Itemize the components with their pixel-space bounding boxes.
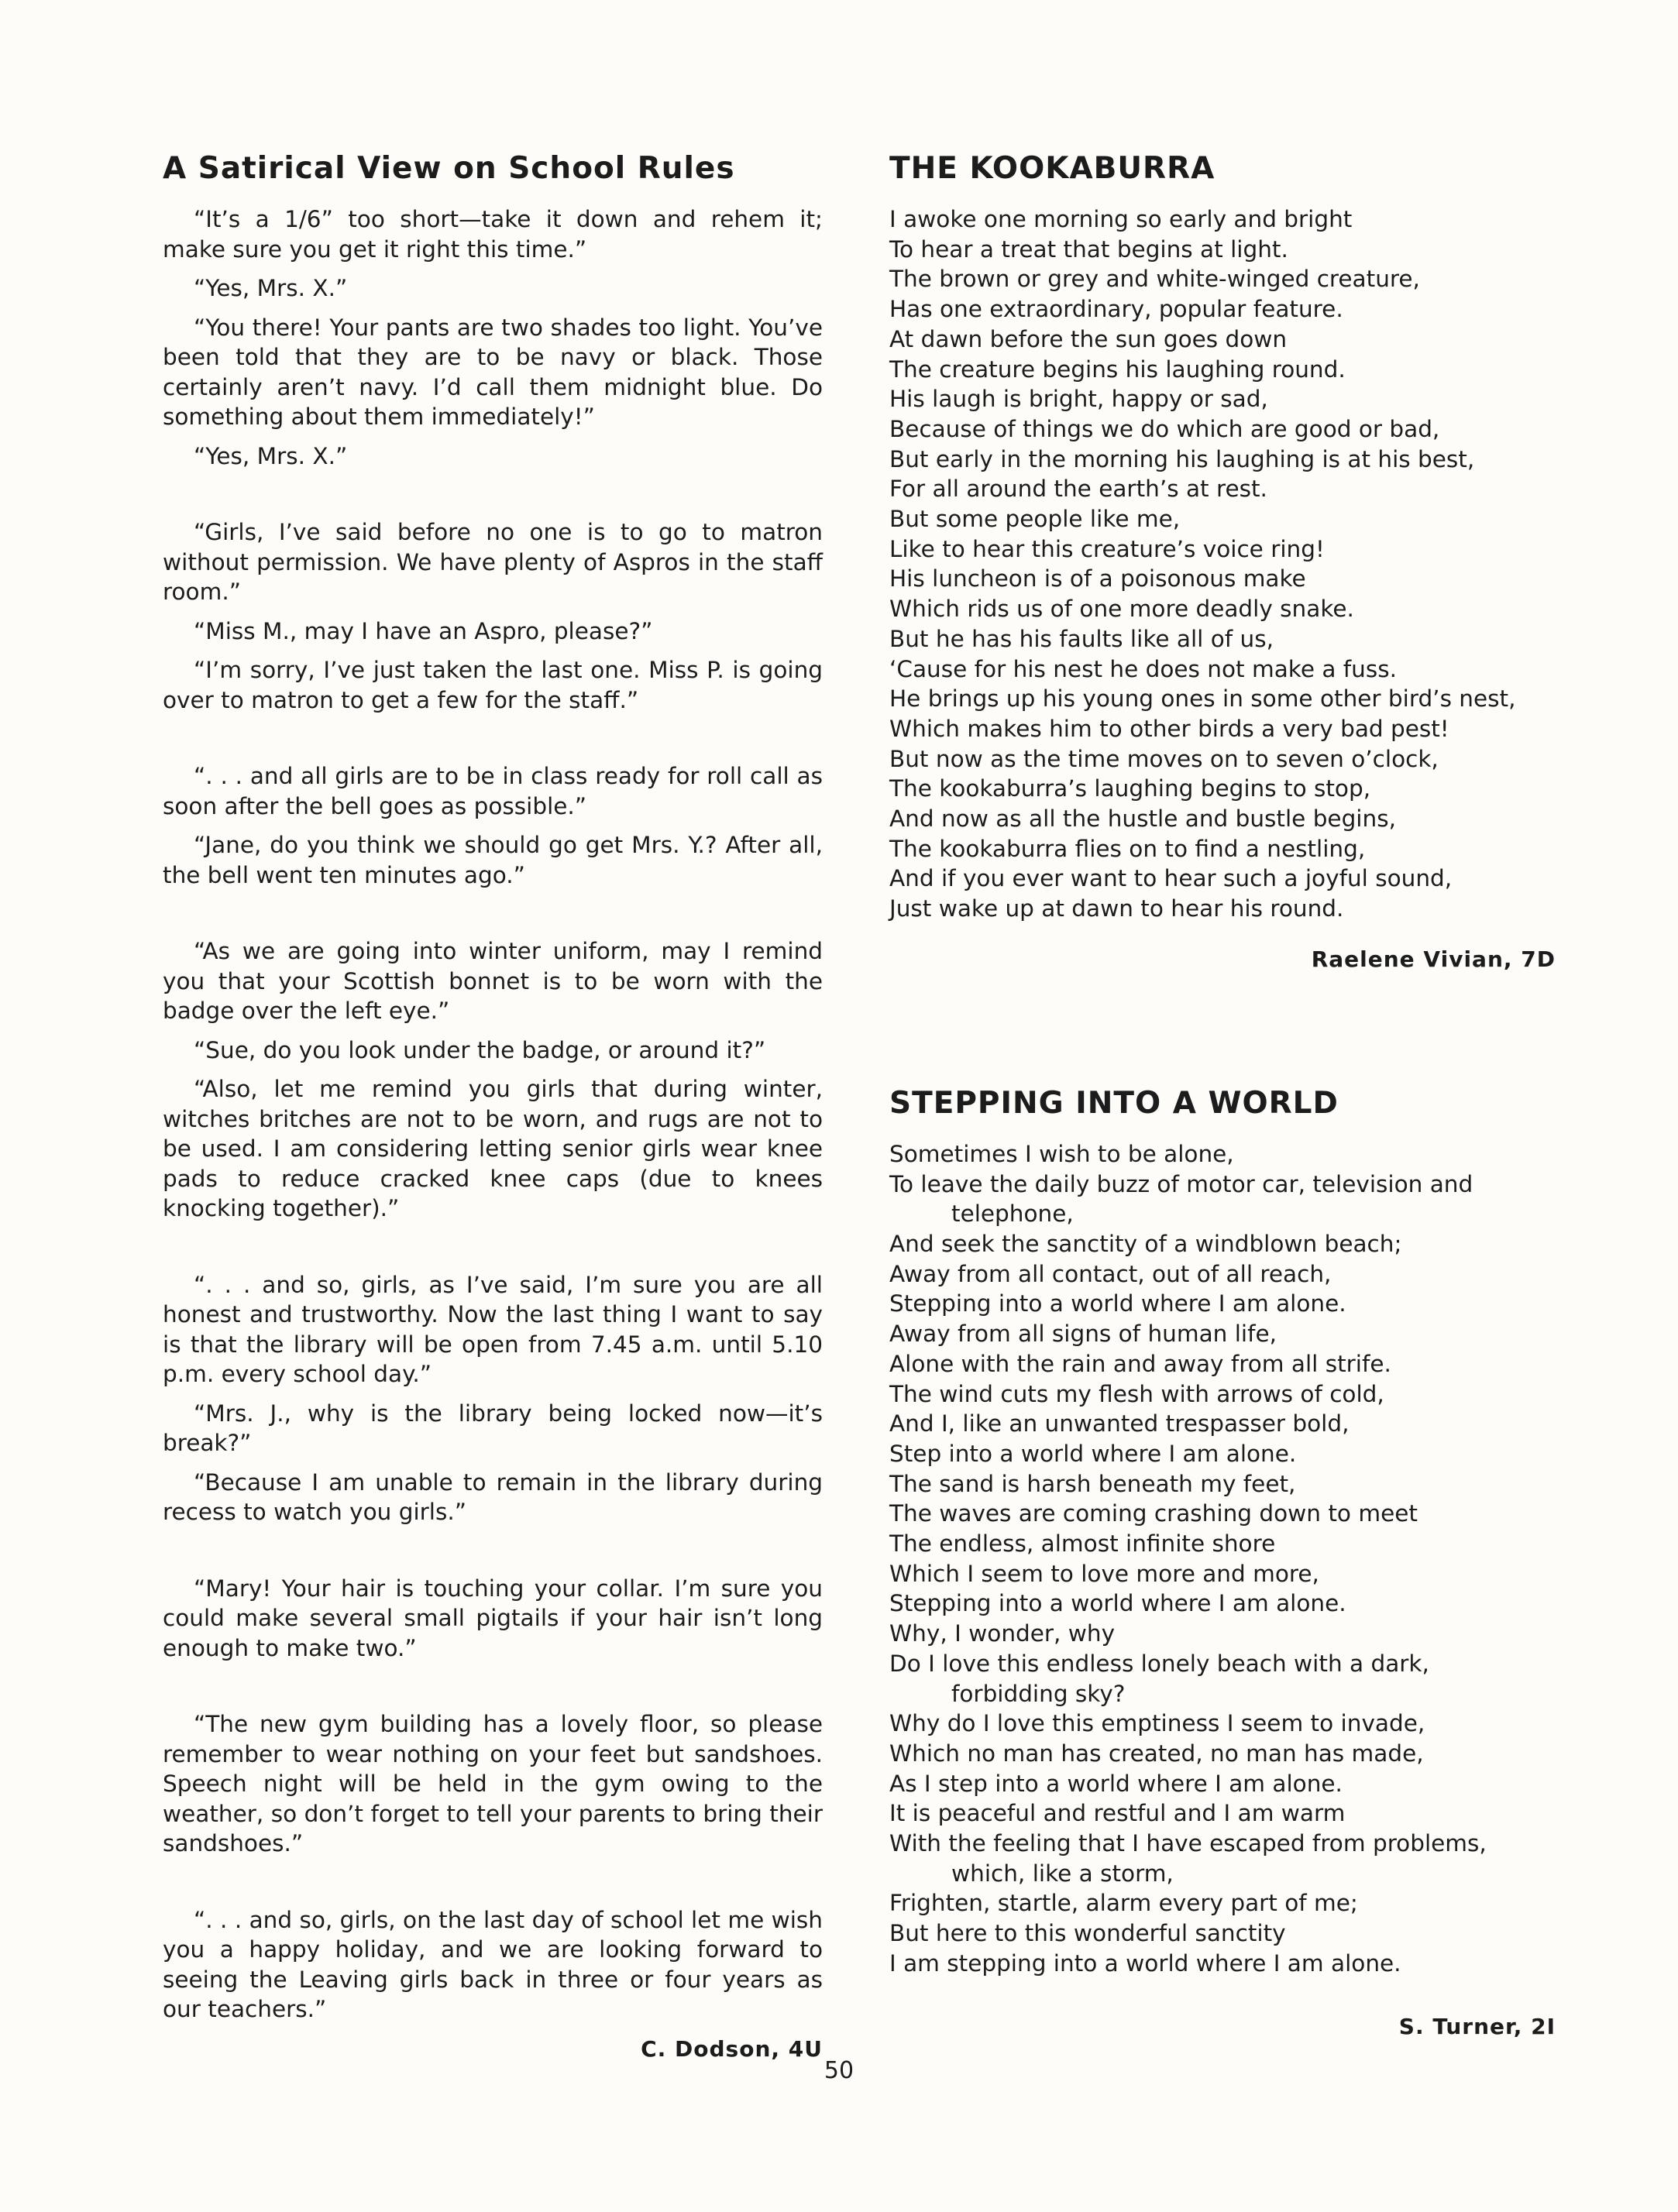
paragraph: “. . . and so, girls, as I’ve said, I’m sure you are all honest and trustworthy. Now the last thing I want to say is that the library will be open from 7.45 a.m. until 5.10 p.m. every school day.” — [163, 1271, 823, 1387]
stepping-byline: S. Turner, 2I — [1398, 2013, 1556, 2039]
poem-line: And now as all the hustle and bustle begins, — [889, 805, 1396, 833]
poem-line: forbidding sky? — [951, 1680, 1126, 1707]
paragraph: “. . . and all girls are to be in class ready for roll call as soon after the bell goes as possible.” — [163, 763, 823, 819]
poem-line: Why do I love this emptiness I seem to invade, — [889, 1710, 1425, 1737]
poem-line: The wind cuts my flesh with arrows of cold, — [889, 1380, 1384, 1407]
poem-line: The brown or grey and white-winged creature, — [889, 266, 1420, 293]
paragraph: “Sue, do you look under the badge, or around it?” — [194, 1036, 766, 1063]
paragraph: “As we are going into winter uniform, may I remind you that your Scottish bonnet is to be worn with the badge over the left eye.” — [163, 938, 823, 1024]
poem-line: Away from all contact, out of all reach, — [889, 1260, 1332, 1287]
poem-line: Which no man has created, no man has made, — [889, 1740, 1424, 1767]
poem-line: The endless, almost infinite shore — [889, 1530, 1276, 1558]
poem-line: which, like a storm, — [951, 1860, 1174, 1887]
kookaburra-title: THE KOOKABURRA — [889, 151, 1216, 186]
poem-line: Frighten, startle, alarm every part of me; — [889, 1890, 1358, 1917]
poem-line: Has one extraordinary, popular feature. — [889, 296, 1343, 323]
poem-line: But now as the time moves on to seven o’clock, — [889, 745, 1439, 772]
paragraph: “Also, let me remind you girls that during winter, witches britches are not to be worn, and rugs are not to be used. I am considering letting senior girls wear knee pads to reduce cracked knee caps (due to knees knocking together).” — [163, 1076, 823, 1221]
poem-line: And seek the sanctity of a windblown beach; — [889, 1230, 1402, 1257]
poem-line: Stepping into a world where I am alone. — [889, 1590, 1346, 1617]
poem-line: I awoke one morning so early and bright — [889, 206, 1353, 232]
paragraph: “Mrs. J., why is the library being locked now—it’s break?” — [163, 1400, 823, 1456]
poem-line: The creature begins his laughing round. — [889, 356, 1346, 383]
poem-line: telephone, — [951, 1200, 1074, 1228]
poem-line: Which I seem to love more and more, — [889, 1560, 1319, 1587]
left-column — [163, 149, 823, 2065]
poem-line: The sand is harsh beneath my feet, — [889, 1470, 1296, 1497]
poem-line: Because of things we do which are good or bad, — [889, 415, 1440, 442]
paragraph: “Mary! Your hair is touching your collar. I’m sure you could make several small pigtails if your hair isn’t long enough to make two.” — [163, 1575, 823, 1661]
poem-line: And if you ever want to hear such a joyful sound, — [889, 865, 1453, 892]
poem-line: But early in the morning his laughing is at his best, — [889, 445, 1475, 472]
paragraph: “Because I am unable to remain in the library during recess to watch you girls.” — [163, 1468, 823, 1525]
kookaburra-poem — [889, 204, 1556, 924]
stepping-poem — [889, 1139, 1556, 1979]
poem-line: Sometimes I wish to be alone, — [889, 1140, 1234, 1167]
poem-line: With the feeling that I have escaped from problems, — [889, 1830, 1487, 1857]
poem-line: Step into a world where I am alone. — [889, 1440, 1297, 1467]
poem-line: Why, I wonder, why — [889, 1620, 1116, 1647]
poem-line: Away from all signs of human life, — [889, 1321, 1277, 1348]
poem-line: I am stepping into a world where I am alone. — [889, 1949, 1401, 1977]
poem-line: It is peaceful and restful and I am warm — [889, 1800, 1346, 1827]
stepping-title: STEPPING INTO A WORLD — [889, 1085, 1339, 1121]
poem-line: Stepping into a world where I am alone. — [889, 1290, 1346, 1317]
poem-line: And I, like an unwanted trespasser bold, — [889, 1410, 1350, 1437]
poem-line: Which makes him to other birds a very bad pest! — [889, 715, 1449, 742]
poem-line: But here to this wonderful sanctity — [889, 1920, 1286, 1947]
paragraph: “Miss M., may I have an Aspro, please?” — [194, 617, 653, 644]
poem-line: The waves are coming crashing down to meet — [889, 1500, 1418, 1527]
poem-line: His laugh is bright, happy or sad, — [889, 386, 1268, 413]
paragraph: “Yes, Mrs. X.” — [194, 442, 348, 469]
paragraph: “Jane, do you think we should go get Mrs. Y.? After all, the bell went ten minutes ago.” — [163, 832, 823, 888]
paragraph: “The new gym building has a lovely floor, so please remember to wear nothing on your feet but sandshoes. Speech night will be held in the gym owing to the weather, so don’t forget to tell your parents to bring their sandshoes.” — [163, 1711, 823, 1856]
paragraph: “You there! Your pants are two shades too light. You’ve been told that they are to be navy or black. Those certainly aren’t navy. I’d call them midnight blue. Do something about them immediately!” — [163, 314, 823, 430]
kookaburra-byline: Raelene Vivian, 7D — [1311, 946, 1556, 972]
poem-line: Alone with the rain and away from all strife. — [889, 1350, 1391, 1377]
paragraph: “I’m sorry, I’ve just taken the last one. Miss P. is going over to matron to get a few for the staff.” — [163, 657, 823, 713]
paragraph: “Yes, Mrs. X.” — [194, 275, 348, 301]
poem-line: ‘Cause for his nest he does not make a fuss. — [889, 655, 1397, 682]
article-body — [163, 204, 823, 2025]
paragraph: “It’s a 1/6” too short—take it down and rehem it; make sure you get it right this time.” — [163, 206, 823, 263]
poem-line: He brings up his young ones in some other bird’s nest, — [889, 685, 1516, 713]
paragraph: “Girls, I’ve said before no one is to go to matron without permission. We have plenty of Aspros in the staff room.” — [163, 519, 823, 605]
article-byline: C. Dodson, 4U — [641, 2035, 823, 2062]
poem-line: To leave the daily buzz of motor car, television and — [889, 1170, 1473, 1197]
poem-line: Like to hear this creature’s voice ring! — [889, 535, 1325, 562]
poem-line: For all around the earth’s at rest. — [889, 476, 1267, 503]
poem-line: But some people like me, — [889, 506, 1181, 533]
poem-line: The kookaburra flies on to find a nestling, — [889, 835, 1366, 862]
poem-line: His luncheon is of a poisonous make — [889, 565, 1306, 592]
poem-line: Just wake up at dawn to hear his round. — [889, 895, 1344, 922]
poem-line: To hear a treat that begins at light. — [889, 235, 1288, 263]
poem-line: But he has his faults like all of us, — [889, 625, 1274, 652]
poem-line: At dawn before the sun goes down — [889, 325, 1288, 352]
poem-line: Do I love this endless lonely beach with a dark, — [889, 1650, 1429, 1677]
poem-line: Which rids us of one more deadly snake. — [889, 596, 1354, 623]
poem-line: The kookaburra’s laughing begins to stop, — [889, 775, 1371, 802]
paragraph: “. . . and so, girls, on the last day of school let me wish you a happy holiday, and we are looking forward to seeing the Leaving girls back in three or four years as our teachers.” — [163, 1906, 823, 2022]
right-column — [889, 149, 1556, 2042]
article-title: A Satirical View on School Rules — [163, 151, 735, 186]
poem-line: As I step into a world where I am alone. — [889, 1770, 1343, 1797]
page-number: 50 — [824, 2057, 854, 2084]
